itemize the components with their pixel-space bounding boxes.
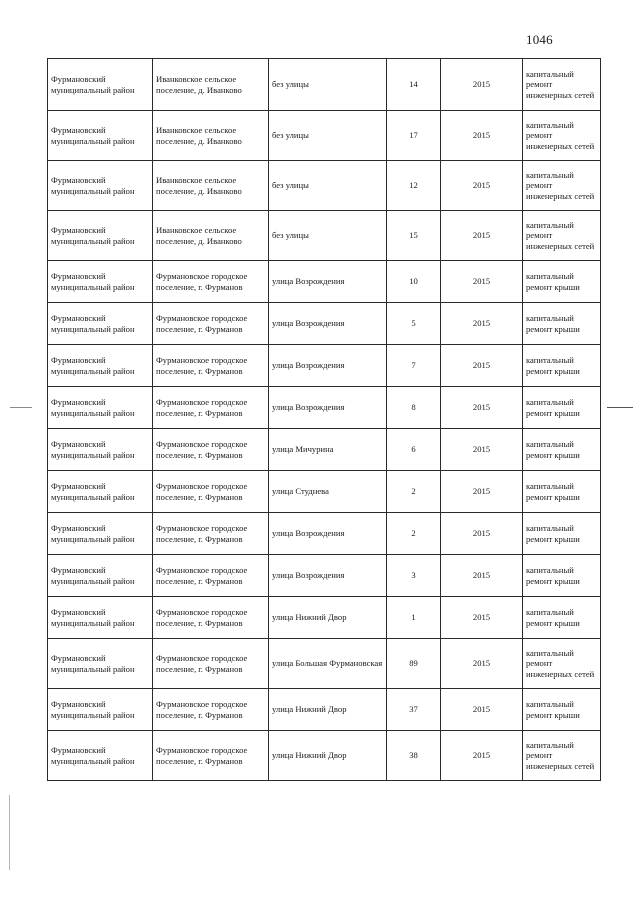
year-cell: 2015 (441, 555, 523, 597)
table-row (48, 429, 601, 471)
street-cell: улица Нижний Двор (269, 597, 387, 639)
table-row (48, 639, 601, 689)
district-cell: Фурмановский муниципальный район (48, 345, 153, 387)
street-cell: без улицы (269, 161, 387, 211)
year-cell: 2015 (441, 345, 523, 387)
street-cell: улица Возрождения (269, 345, 387, 387)
district-cell: Фурмановский муниципальный район (48, 597, 153, 639)
street-cell: улица Студнева (269, 471, 387, 513)
street-cell: улица Большая Фурмановская (269, 639, 387, 689)
year-cell: 2015 (441, 303, 523, 345)
table-row (48, 261, 601, 303)
district-cell: Фурмановский муниципальный район (48, 513, 153, 555)
work-type-cell: капитальный ремонт инженерных сетей (523, 731, 601, 781)
year-cell: 2015 (441, 429, 523, 471)
year-cell: 2015 (441, 59, 523, 111)
work-type-cell: капитальный ремонт крыши (523, 555, 601, 597)
settlement-cell: Фурмановское городское поселение, г. Фурманов (153, 387, 269, 429)
district-cell: Фурмановский муниципальный район (48, 731, 153, 781)
settlement-cell: Иванковское сельское поселение, д. Иванково (153, 161, 269, 211)
district-cell: Фурмановский муниципальный район (48, 689, 153, 731)
house-number-cell: 7 (387, 345, 441, 387)
house-number-cell: 15 (387, 211, 441, 261)
work-type-cell: капитальный ремонт крыши (523, 513, 601, 555)
settlement-cell: Фурмановское городское поселение, г. Фурманов (153, 261, 269, 303)
house-number-cell: 1 (387, 597, 441, 639)
year-cell: 2015 (441, 689, 523, 731)
house-number-cell: 8 (387, 387, 441, 429)
work-type-cell: капитальный ремонт крыши (523, 597, 601, 639)
year-cell: 2015 (441, 731, 523, 781)
street-cell: улица Возрождения (269, 303, 387, 345)
house-number-cell: 2 (387, 471, 441, 513)
table-row (48, 303, 601, 345)
right-margin-mark (607, 407, 633, 408)
work-type-cell: капитальный ремонт инженерных сетей (523, 211, 601, 261)
settlement-cell: Фурмановское городское поселение, г. Фурманов (153, 731, 269, 781)
settlement-cell: Иванковское сельское поселение, д. Иванково (153, 211, 269, 261)
settlement-cell: Фурмановское городское поселение, г. Фурманов (153, 471, 269, 513)
street-cell: улица Возрождения (269, 387, 387, 429)
year-cell: 2015 (441, 211, 523, 261)
house-number-cell: 37 (387, 689, 441, 731)
street-cell: без улицы (269, 59, 387, 111)
table-row (48, 211, 601, 261)
settlement-cell: Фурмановское городское поселение, г. Фурманов (153, 597, 269, 639)
house-number-cell: 6 (387, 429, 441, 471)
work-type-cell: капитальный ремонт крыши (523, 261, 601, 303)
settlement-cell: Фурмановское городское поселение, г. Фурманов (153, 303, 269, 345)
work-type-cell: капитальный ремонт крыши (523, 345, 601, 387)
work-type-cell: капитальный ремонт инженерных сетей (523, 161, 601, 211)
table-row (48, 689, 601, 731)
table-row (48, 597, 601, 639)
table-row (48, 111, 601, 161)
house-number-cell: 5 (387, 303, 441, 345)
table-row (48, 387, 601, 429)
street-cell: улица Возрождения (269, 261, 387, 303)
work-type-cell: капитальный ремонт инженерных сетей (523, 639, 601, 689)
year-cell: 2015 (441, 597, 523, 639)
work-type-cell: капитальный ремонт крыши (523, 303, 601, 345)
work-type-cell: капитальный ремонт инженерных сетей (523, 111, 601, 161)
table-row (48, 471, 601, 513)
settlement-cell: Фурмановское городское поселение, г. Фурманов (153, 555, 269, 597)
table-row (48, 345, 601, 387)
district-cell: Фурмановский муниципальный район (48, 59, 153, 111)
settlement-cell: Иванковское сельское поселение, д. Иванково (153, 59, 269, 111)
house-number-cell: 89 (387, 639, 441, 689)
year-cell: 2015 (441, 387, 523, 429)
table-row (48, 513, 601, 555)
house-number-cell: 10 (387, 261, 441, 303)
house-number-cell: 38 (387, 731, 441, 781)
settlement-cell: Фурмановское городское поселение, г. Фурманов (153, 345, 269, 387)
work-type-cell: капитальный ремонт инженерных сетей (523, 59, 601, 111)
district-cell: Фурмановский муниципальный район (48, 387, 153, 429)
district-cell: Фурмановский муниципальный район (48, 261, 153, 303)
house-number-cell: 17 (387, 111, 441, 161)
house-number-cell: 3 (387, 555, 441, 597)
district-cell: Фурмановский муниципальный район (48, 161, 153, 211)
district-cell: Фурмановский муниципальный район (48, 471, 153, 513)
settlement-cell: Иванковское сельское поселение, д. Иванково (153, 111, 269, 161)
page-number: 1046 (526, 32, 553, 47)
left-margin-mark (10, 407, 32, 408)
settlement-cell: Фурмановское городское поселение, г. Фурманов (153, 429, 269, 471)
house-number-cell: 14 (387, 59, 441, 111)
work-type-cell: капитальный ремонт крыши (523, 387, 601, 429)
settlement-cell: Фурмановское городское поселение, г. Фурманов (153, 689, 269, 731)
work-type-cell: капитальный ремонт крыши (523, 471, 601, 513)
repair-schedule-table (47, 58, 601, 781)
table-row (48, 59, 601, 111)
house-number-cell: 2 (387, 513, 441, 555)
settlement-cell: Фурмановское городское поселение, г. Фурманов (153, 639, 269, 689)
table-row (48, 555, 601, 597)
street-cell: улица Мичурина (269, 429, 387, 471)
year-cell: 2015 (441, 111, 523, 161)
work-type-cell: капитальный ремонт крыши (523, 429, 601, 471)
year-cell: 2015 (441, 639, 523, 689)
year-cell: 2015 (441, 161, 523, 211)
left-margin-line (9, 795, 10, 870)
table-row (48, 731, 601, 781)
district-cell: Фурмановский муниципальный район (48, 111, 153, 161)
street-cell: улица Возрождения (269, 555, 387, 597)
year-cell: 2015 (441, 261, 523, 303)
year-cell: 2015 (441, 471, 523, 513)
street-cell: улица Нижний Двор (269, 689, 387, 731)
street-cell: улица Возрождения (269, 513, 387, 555)
district-cell: Фурмановский муниципальный район (48, 555, 153, 597)
district-cell: Фурмановский муниципальный район (48, 211, 153, 261)
street-cell: без улицы (269, 211, 387, 261)
street-cell: улица Нижний Двор (269, 731, 387, 781)
district-cell: Фурмановский муниципальный район (48, 639, 153, 689)
district-cell: Фурмановский муниципальный район (48, 303, 153, 345)
table-row (48, 161, 601, 211)
house-number-cell: 12 (387, 161, 441, 211)
work-type-cell: капитальный ремонт крыши (523, 689, 601, 731)
year-cell: 2015 (441, 513, 523, 555)
settlement-cell: Фурмановское городское поселение, г. Фурманов (153, 513, 269, 555)
street-cell: без улицы (269, 111, 387, 161)
district-cell: Фурмановский муниципальный район (48, 429, 153, 471)
